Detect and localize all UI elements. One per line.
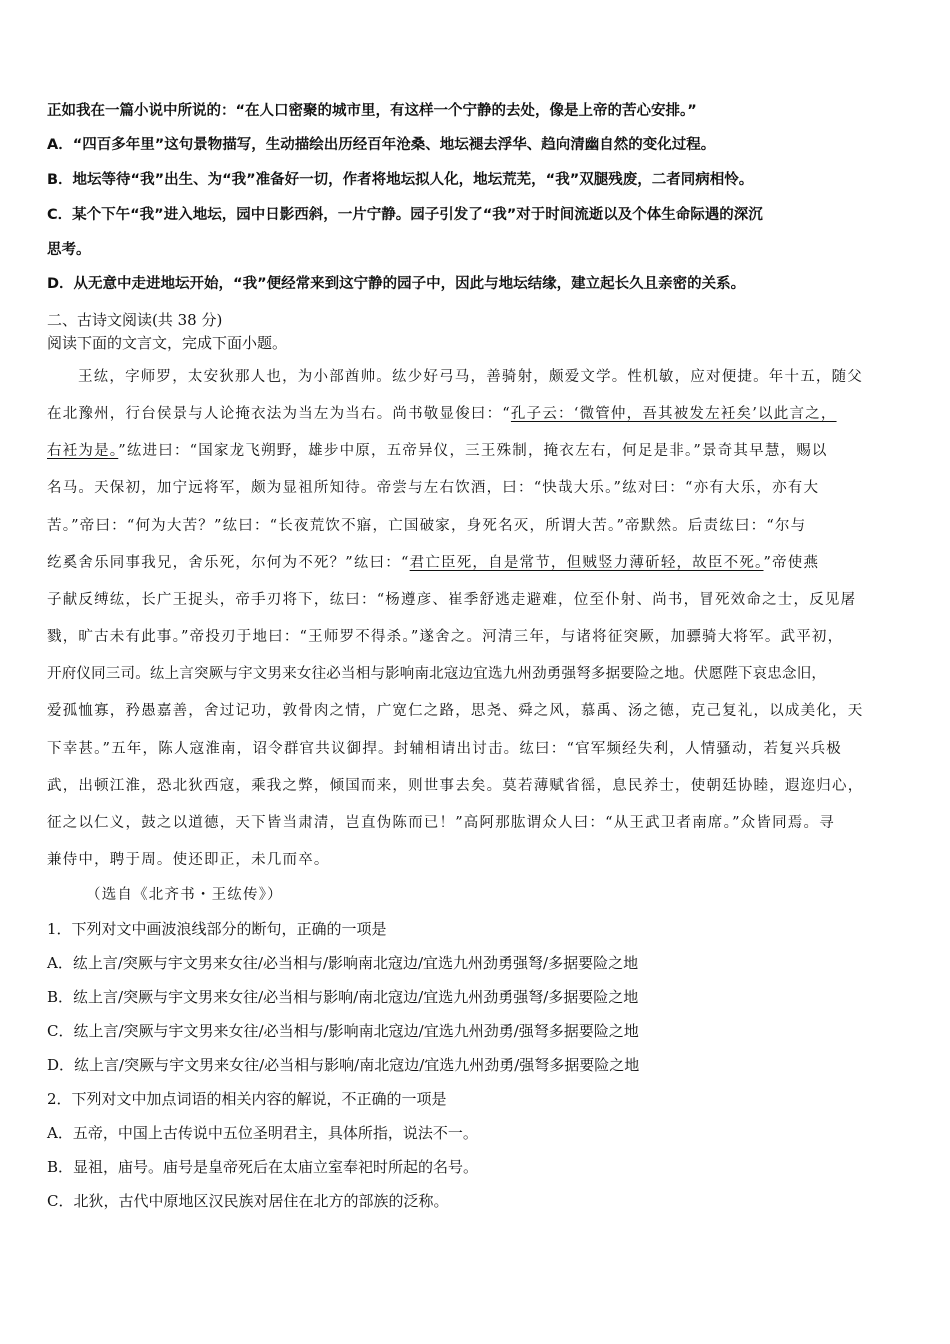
passage-line — [47, 553, 819, 573]
section-heading: 二、古诗文阅读(共 38 分) — [47, 311, 223, 329]
passage-line: 下幸甚。”五年，陈人寇淮南，诏令群官共议御捍。封辅相请出讨击。纮曰：“官军频经失利，人情骚动，若复兴兵极 — [47, 741, 842, 757]
question-1-option-a: A．纮上言/突厥与宇文男来女往/必当相与/影响南北寇边/宜选九州劲勇强弩/多据要险之地 — [47, 954, 639, 972]
passage-text: ”纮进曰：“国家龙飞朔野，雄步中原，五帝异仪，三王殊制，掩衣左右，何足是非。”景奇其早慧，赐以 — [118, 443, 828, 459]
wavy-segment-text: 纮上言突厥与宇文男来女往必当相与影响南北寇边宜选九州劲勇强弩多据要险之地 — [149, 666, 680, 682]
question-1-stem: 1．下列对文中画波浪线部分的断句，正确的一项是 — [47, 920, 387, 938]
passage-text: ”帝使燕 — [763, 555, 820, 571]
straight-underlined-text: 君亡臣死，自是常节，但贼竖力薄斫轻，故臣不死。 — [409, 555, 764, 571]
question-2-option-b: B．显祖，庙号。庙号是皇帝死后在太庙立室奉祀时所起的名号。 — [47, 1158, 479, 1176]
passage-text: 纥奚舍乐同事我兄，舍乐死，尔何为不死？”纮曰：“ — [47, 555, 410, 571]
passage-line: 名马。天保初，加宁远将军，颇为显祖所知待。帝尝与左右饮酒，曰：“快哉大乐。”纮对曰：“亦有大乐，亦有大 — [47, 480, 820, 496]
passage-line: 王纮，字师罗，太安狄那人也，为小部酋帅。纮少好弓马，善骑射，颇爱文学。性机敏，应对便捷。年十五，随父 — [78, 369, 863, 385]
passage-line — [47, 441, 828, 461]
option-d: D．从无意中走进地坛开始，“我”便经常来到这宁静的园子中，因此与地坛结缘，建立起长久且亲密的关系。 — [47, 276, 746, 292]
passage-line: 戮，旷古未有此事。”帝投刃于地曰：“王师罗不得杀。”遂舍之。河清三年，与诸将征突厥，加骠骑大将军。武平初， — [47, 629, 844, 645]
passage-text: 在北豫州，行台侯景与人论掩衣法为当左为当右。尚书敬显俊曰：“ — [47, 406, 511, 422]
passage-line: 苦。”帝曰：“何为大苦？”纮曰：“长夜荒饮不寤，亡国破家，身死名灭，所谓大苦。”帝默然。后责纮曰：“尔与 — [47, 518, 807, 534]
passage-line: 武，出顿江淮，恐北狄西寇，乘我之弊，倾国而来，则世事去矣。莫若薄赋省徭，息民养士，使朝廷协睦，遐迩归心， — [47, 778, 864, 794]
passage-line — [47, 404, 837, 424]
passage-line: 兼侍中，聘于周。使还即正，未几而卒。 — [47, 852, 330, 868]
straight-underlined-text: 孔子云：‘微管仲，吾其被发左衽矣’以此言之， — [510, 406, 837, 422]
passage-source: （选自《北齐书・王纮传》） — [86, 887, 283, 903]
question-2-option-a: A．五帝，中国上古传说中五位圣明君主，具体所指，说法不一。 — [47, 1124, 478, 1142]
option-c-line1: C．某个下午“我”进入地坛，园中日影西斜，一片宁静。园子引发了“我”对于时间流逝以及个体生命际遇的深沉 — [47, 207, 763, 223]
passage-line: 子献反缚纮，长广王捉头，帝手刃将下，纮曰：“杨遵彦、崔季舒逃走避难，位至仆射、尚书，冒死效命之士，反见屠 — [47, 592, 857, 608]
question-2-stem: 2．下列对文中加点词语的相关内容的解说，不正确的一项是 — [47, 1090, 447, 1108]
quote-line: 正如我在一篇小说中所说的：“在人口密聚的城市里，有这样一个宁静的去处，像是上帝的苦心安排。” — [47, 103, 697, 119]
question-1-option-d: D．纮上言/突厥与宇文男来女往/必当相与影响/南北寇边/宜选九州劲勇/强弩多据要险之地 — [47, 1056, 640, 1074]
passage-line — [47, 664, 826, 684]
passage-text: 开府仪同三司。 — [47, 666, 150, 682]
option-c-line2: 思考。 — [47, 242, 91, 258]
passage-line: 征之以仁义，鼓之以道德，天下皆当肃清，岂直伪陈而已！”高阿那肱谓众人曰：“从王武卫者南席。”众皆同焉。寻 — [47, 815, 835, 831]
straight-underlined-text: 右衽为是。 — [47, 443, 119, 459]
question-1-option-b: B．纮上言/突厥与宇文男来女往/必当相与影响/南北寇边/宜选九州劲勇强弩/多据要险之地 — [47, 988, 639, 1006]
option-a: A．“四百多年里”这句景物描写，生动描绘出历经百年沧桑、地坛褪去浮华、趋向清幽自然的变化过程。 — [47, 137, 716, 153]
option-b: B．地坛等待“我”出生、为“我”准备好一切，作者将地坛拟人化，地坛荒芜，“我”双腿残废，二者同病相怜。 — [47, 172, 754, 188]
section-instruction: 阅读下面的文言文，完成下面小题。 — [47, 334, 288, 352]
question-1-option-c: C．纮上言/突厥与宇文男来女往/必当相与/影响南北寇边/宜选九州劲勇/强弩多据要险之地 — [47, 1022, 639, 1040]
question-2-option-c: C．北狄，古代中原地区汉民族对居住在北方的部族的泛称。 — [47, 1192, 449, 1210]
passage-line: 爱孤恤寡，矜愚嘉善，舍过记功，敦骨肉之情，广宽仁之路，思尧、舜之风，慕禹、汤之德，克己复礼，以成美化，天 — [47, 703, 864, 719]
passage-text: 。伏愿陛下哀忠念旧， — [679, 666, 827, 682]
